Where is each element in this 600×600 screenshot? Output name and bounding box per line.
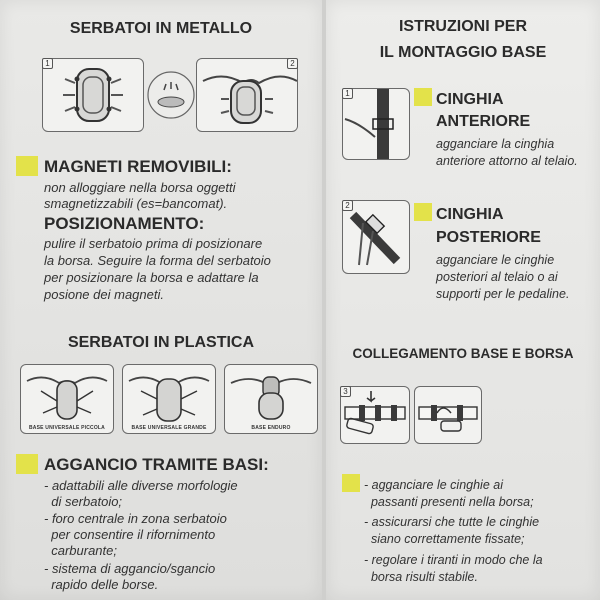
connect-bullet-1-line1: - agganciare le cinghie ai [364, 478, 503, 492]
front-strap-illustration [342, 88, 410, 160]
magnet-icon [146, 70, 196, 120]
step-number: 3 [340, 386, 351, 397]
right-panel [326, 0, 600, 600]
positioning-text-line3: per posizionare la borsa e adattare la [44, 270, 259, 285]
connect-bullet-2-line2: siano correttamente fissate; [364, 532, 525, 546]
connect-bullet-3-line2: borsa risulti stabile. [364, 570, 478, 584]
positioning-heading: POSIZIONAMENTO: [44, 214, 205, 233]
metal-illustration-step2 [196, 58, 298, 132]
rear-heading-line1: CINGHIA [436, 206, 504, 223]
motorcycle-tank-icon [197, 59, 297, 131]
metal-illustration-step1 [42, 58, 144, 132]
plastic-title: SERBATOI IN PLASTICA [67, 334, 255, 351]
accent-square [414, 203, 432, 221]
accent-square [16, 454, 38, 474]
strap-loop-icon [341, 387, 409, 443]
accent-square [342, 474, 360, 492]
base-enduro-illustration [224, 364, 318, 434]
step-number: 1 [342, 88, 353, 99]
attach-bullet-3-line2: rapido delle borse. [44, 577, 159, 592]
base-large-illustration [122, 364, 216, 434]
connect-illustration-b [414, 386, 482, 444]
rear-strap-icon [343, 201, 409, 273]
strap-buckle-icon [415, 387, 481, 443]
metal-title: SERBATOI IN METALLO [69, 20, 253, 37]
attach-bullet-1-line2: di serbatoio; [44, 494, 123, 509]
magnets-heading: MAGNETI REMOVIBILI: [44, 157, 232, 176]
positioning-text-line1: pulire il serbatoio prima di posizionare [44, 236, 263, 251]
front-strap-icon [343, 89, 409, 159]
attach-bullet-1-line1: - adattabili alle diverse morfologie [44, 478, 238, 493]
attach-heading: AGGANCIO TRAMITE BASI: [44, 455, 269, 474]
step-number: 2 [287, 58, 298, 69]
magnets-text-line1: non alloggiare nella borsa oggetti [44, 180, 236, 195]
step-number: 2 [342, 200, 353, 211]
magnets-text-line2: smagnetizzabili (es=bancomat). [44, 196, 228, 211]
accent-square [16, 156, 38, 176]
front-heading-line1: CINGHIA [436, 91, 504, 108]
attach-bullet-2-line3: carburante; [44, 543, 117, 558]
base-large-icon [123, 365, 215, 425]
attach-bullet-3-line1: - sistema di aggancio/sgancio [44, 561, 216, 576]
front-heading-line2: ANTERIORE [436, 113, 531, 130]
step-number: 1 [42, 58, 53, 69]
positioning-text-line2: la borsa. Seguire la forma del serbatoio [44, 253, 271, 268]
attach-bullet-2-line1: - foro centrale in zona serbatoio [44, 511, 227, 526]
base-large-caption: BASE UNIVERSALE GRANDE [131, 425, 207, 431]
instructions-title-line2: IL MONTAGGIO BASE [379, 44, 547, 61]
connect-illustration-a [340, 386, 410, 444]
base-enduro-icon [225, 365, 317, 425]
base-small-illustration [20, 364, 114, 434]
connect-title: COLLEGAMENTO BASE E BORSA [352, 346, 574, 361]
front-text-line1: agganciare la cinghia [436, 137, 555, 151]
rear-text-line1: agganciare le cinghie [436, 253, 555, 267]
base-small-icon [21, 365, 113, 425]
base-enduro-caption: BASE ENDURO [251, 425, 291, 431]
rear-strap-illustration [342, 200, 410, 274]
rear-text-line3: supporti per le pedaline. [436, 287, 570, 301]
accent-square [414, 88, 432, 106]
tank-bag-icon [43, 59, 143, 131]
instructions-title-line1: ISTRUZIONI PER [398, 18, 527, 35]
attach-bullet-2-line2: per consentire il rifornimento [44, 527, 216, 542]
front-text-line2: anteriore attorno al telaio. [436, 154, 578, 168]
rear-text-line2: posteriori al telaio o ai [436, 270, 558, 284]
connect-bullet-2-line1: - assicurarsi che tutte le cinghie [364, 515, 540, 529]
rear-heading-line2: POSTERIORE [436, 229, 541, 246]
connect-bullet-1-line2: passanti presenti nella borsa; [364, 495, 534, 509]
connect-bullet-3-line1: - regolare i tiranti in modo che la [364, 553, 543, 567]
base-small-caption: BASE UNIVERSALE PICCOLA [29, 425, 105, 431]
positioning-text-line4: posione dei magneti. [44, 287, 164, 302]
